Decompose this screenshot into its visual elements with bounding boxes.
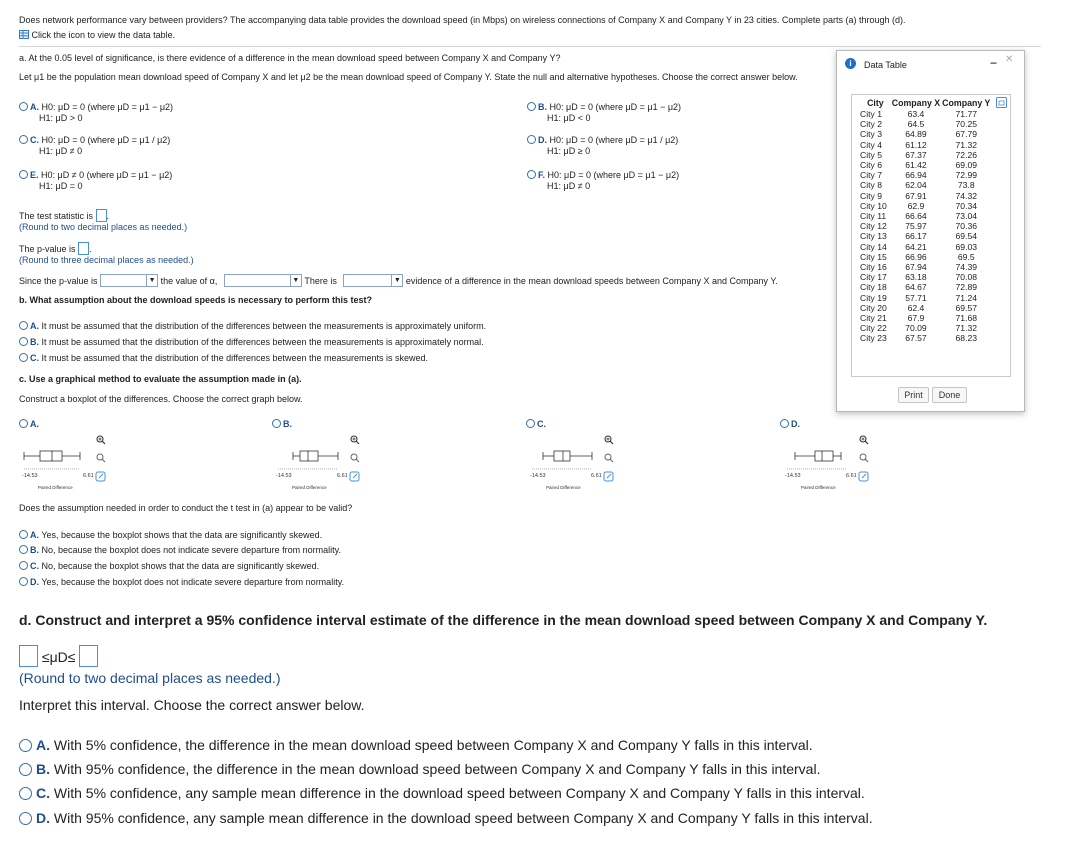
boxplot-d-max-label: 6.61 [846,473,857,479]
cell-company-x: 66.96 [905,251,927,262]
cell-company-y: 69.5 [957,251,975,262]
cell-city: City 5 [860,149,882,160]
cell-city: City 11 [860,211,887,222]
radio-b[interactable] [527,102,536,111]
boxplot-option-c[interactable]: C. [526,419,546,429]
cell-company-y: 71.24 [955,292,978,303]
table-row [860,140,991,150]
radio-d-b[interactable] [19,763,32,776]
cell-company-x: 67.57 [905,333,927,344]
validity-question: Does the assumption needed in order to conduct the t test in (a) appear to be valid? [19,503,353,513]
boxplot-b-axis-title: Paired Difference [292,485,327,490]
done-button[interactable]: Done [932,387,967,403]
cell-company-y: 71.68 [955,313,978,324]
data-table [860,97,991,344]
mu2-symbol: μ2 [300,72,311,82]
popout-icon[interactable] [96,472,105,481]
zoom-in-icon[interactable] [351,436,359,444]
boxplot-option-b[interactable]: B. [272,419,292,429]
cell-company-y: 72.89 [955,282,978,293]
table-row [860,333,991,343]
cell-company-y: 70.25 [955,119,978,130]
table-icon[interactable] [19,30,29,39]
question-text: Does network performance vary between providers? The accompanying data table provides the download speed (in Mbps) on wireless connections of Company X and Company Y in 23 cities. Complete parts (a) through (d). [19,15,906,25]
radio-v-a[interactable] [19,530,28,539]
cell-company-x: 57.71 [905,292,927,303]
cell-city: City 12 [860,221,887,232]
data-table-container [851,94,1011,377]
cell-city: City 3 [860,129,882,140]
part-c-header: c. Use a graphical method to evaluate the assumption made in (a). [19,374,302,384]
cell-company-y: 72.26 [955,149,978,160]
radio-b-b[interactable] [19,337,28,346]
cell-company-x: 63.18 [905,272,927,283]
cell-company-y: 69.09 [955,160,978,171]
mu-d-symbol: μD [49,649,68,665]
cell-company-y: 69.54 [955,231,978,242]
radio-e[interactable] [19,170,28,179]
table-row [860,282,991,292]
table-row [860,211,991,221]
table-row [860,231,991,241]
radio-v-b[interactable] [19,545,28,554]
interpret-option-a[interactable]: A. With 5% confidence, the difference in the mean download speed between Company X and Company Y falls in this interval. [19,737,813,753]
cell-company-y: 69.03 [955,241,978,252]
hypothesis-option-d[interactable]: D. H0: μD = 0 (where μD = μ1 / μ2) H1: μD ≥ 0 [527,135,678,157]
table-row [860,272,991,282]
cell-company-x: 67.37 [905,149,927,160]
cell-company-x: 64.89 [905,129,927,140]
cell-company-x: 64.67 [905,282,927,293]
boxplot-c-axis-title: Paired Difference [546,485,581,490]
radio-a[interactable] [19,102,28,111]
validity-option-c[interactable]: C. No, because the boxplot shows that the data are significantly skewed. [19,561,319,571]
cell-city: City 20 [860,302,887,313]
cell-company-y: 74.39 [955,262,978,273]
ci-lower-input[interactable] [19,645,38,667]
boxplot-b [276,432,411,507]
table-row [860,150,991,160]
part-a-header: a. At the 0.05 level of significance, is there evidence of a difference in the mean download speed between Company X and Company Y? [19,53,561,63]
table-row [860,180,991,190]
conclusion-row: Since the p-value is ▼ the value of α, ▼ There is ▼ evidence of a difference in the mean download speeds between Company X and Company Y. [19,276,778,286]
table-row [860,119,991,129]
data-table-dialog [836,50,1025,412]
cell-company-x: 75.97 [905,221,927,232]
radio-v-d[interactable] [19,577,28,586]
boxplot-a-axis-title: Paired Difference [38,485,73,490]
mu1-symbol: μ1 [34,72,45,82]
cell-city: City 9 [860,190,882,201]
radio-d-a[interactable] [19,739,32,752]
zoom-out-icon[interactable] [605,454,613,462]
cell-city: City 19 [860,292,887,303]
cell-company-x: 61.12 [905,139,927,150]
cell-city: City 16 [860,262,887,273]
radio-c-c[interactable] [526,419,535,428]
interpret-prompt: Interpret this interval. Choose the correct answer below. [19,697,365,713]
radio-c[interactable] [19,135,28,144]
cell-company-x: 66.64 [905,211,927,222]
ci-upper-input[interactable] [79,645,98,667]
cell-city: City 14 [860,241,887,252]
test-statistic-input[interactable] [96,209,107,222]
cell-company-y: 73.04 [955,211,978,222]
radio-b-c[interactable] [19,353,28,362]
popout-icon[interactable] [604,472,613,481]
radio-c-d[interactable] [780,419,789,428]
cell-company-y: 71.77 [955,109,978,119]
table-row [860,191,991,201]
boxplot-option-a[interactable]: A. [19,419,39,429]
cell-city: City 2 [860,119,882,130]
info-icon: i [845,58,856,69]
radio-b-a[interactable] [19,321,28,330]
zoom-in-icon[interactable] [860,436,868,444]
validity-option-d[interactable]: D. Yes, because the boxplot does not indicate severe departure from normality. [19,577,344,587]
interpret-option-b[interactable]: B. With 95% confidence, the difference in the mean download speed between Company X and Company Y falls in this interval. [19,761,820,777]
table-row [860,262,991,272]
validity-option-b[interactable]: B. No, because the boxplot does not indicate severe departure from normality. [19,545,341,555]
interpret-option-c[interactable]: C. With 5% confidence, any sample mean difference in the download speed between Company X and Company Y falls in this interval. [19,785,865,801]
hypothesis-option-c[interactable]: C. H0: μD = 0 (where μD = μ1 / μ2) H1: μD ≠ 0 [19,135,170,157]
cell-city: City 7 [860,170,882,181]
cell-company-y: 73.8 [957,180,975,191]
cell-company-x: 64.21 [905,241,927,252]
table-row [860,160,991,170]
boxplot-a-max-label: 6.61 [83,473,94,479]
boxplot-a-min-label: -14.53 [22,473,38,479]
radio-v-c[interactable] [19,561,28,570]
cell-city: City 4 [860,139,882,150]
zoom-out-icon[interactable] [351,454,359,462]
zoom-in-icon[interactable] [97,436,105,444]
cell-company-x: 67.91 [905,190,927,201]
cell-city: City 8 [860,180,882,191]
table-row [860,313,991,323]
boxplot-c-min-label: -14.53 [530,473,546,479]
radio-d[interactable] [527,135,536,144]
cell-company-y: 69.57 [955,302,978,313]
cell-company-y: 74.32 [955,190,978,201]
cell-company-x: 67.94 [905,262,927,273]
cell-company-y: 68.23 [955,333,978,344]
table-row [860,170,991,180]
cell-company-x: 62.4 [907,302,925,313]
table-row [860,323,991,333]
cell-company-x: 64.5 [907,119,925,130]
validity-option-a[interactable]: A. Yes, because the boxplot shows that the data are significantly skewed. [19,530,322,540]
cell-company-y: 67.79 [955,129,978,140]
header-company-x: Company X [891,98,941,108]
print-button[interactable]: Print [898,387,929,403]
cell-company-x: 63.4 [907,109,925,119]
table-row [860,252,991,262]
cell-company-y: 72.99 [955,170,978,181]
popout-icon[interactable] [350,472,359,481]
test-statistic-row: The test statistic is . [19,211,110,221]
table-row [860,221,991,231]
cell-city: City 18 [860,282,887,293]
cell-city: City 23 [860,333,887,344]
dialog-title: Data Table [864,60,907,70]
cell-company-x: 67.9 [907,313,925,324]
cell-city: City 21 [860,313,887,324]
boxplot-d [785,432,920,507]
boxplot-d-axis-title: Paired Difference [801,485,836,490]
cell-company-x: 66.94 [905,170,927,181]
reject-dropdown[interactable]: ▼ [224,274,302,287]
table-row [860,109,991,119]
cell-company-x: 62.9 [907,200,925,211]
boxplot-c-max-label: 6.61 [591,473,602,479]
cell-city: City 13 [860,231,887,242]
radio-c-a[interactable] [19,419,28,428]
radio-c-b[interactable] [272,419,281,428]
radio-f[interactable] [527,170,536,179]
assumption-option-a[interactable]: A. It must be assumed that the distribution of the differences between the measurements is approximately uniform. [19,321,486,331]
radio-d-d[interactable] [19,812,32,825]
pvalue-comparison-dropdown[interactable]: ▼ [100,274,158,287]
header-city: City [867,98,884,108]
cell-city: City 6 [860,160,882,171]
cell-company-y: 70.36 [955,221,978,232]
boxplot-b-min-label: -14.53 [276,473,292,479]
ci-round-note: (Round to two decimal places as needed.) [19,670,281,686]
part-a-instructions: Let μ1 be the population mean download speed of Company X and let μ2 be the mean download speed of Company Y. State the null and alternative hypotheses. Choose the correct answer below. [19,72,798,82]
boxplot-prompt: Construct a boxplot of the differences. Choose the correct graph below. [19,394,303,404]
boxplot-b-max-label: 6.61 [337,473,348,479]
table-header-row [860,97,991,109]
assumption-option-c[interactable]: C. It must be assumed that the distribution of the differences between the measurements is skewed. [19,353,428,363]
cell-company-x: 61.42 [905,160,927,171]
cell-city: City 10 [860,200,887,211]
table-row [860,242,991,252]
cell-company-y: 71.32 [955,139,978,150]
part-b-header: b. What assumption about the download speeds is necessary to perform this test? [19,295,373,305]
table-row [860,129,991,139]
cell-company-y: 70.08 [955,272,978,283]
cell-company-x: 70.09 [905,323,927,334]
boxplot-option-d[interactable]: D. [780,419,800,429]
boxplot-d-min-label: -14.53 [785,473,801,479]
test-statistic-round-note: (Round to two decimal places as needed.) [19,222,188,232]
confidence-interval-row: ≤μD≤ [19,645,98,667]
hypothesis-option-a[interactable]: A. H0: μD = 0 (where μD = μ1 − μ2) H1: μD > 0 [19,102,173,124]
table-row [860,201,991,211]
data-table-link-label[interactable]: Click the icon to view the data table. [31,30,176,40]
table-row [860,293,991,303]
header-company-y: Company Y [942,98,991,108]
cell-city: City 1 [860,109,882,119]
pvalue-row: The p-value is . [19,244,92,254]
hypothesis-option-b[interactable]: B. H0: μD = 0 (where μD = μ1 − μ2) H1: μD < 0 [527,102,681,124]
pvalue-round-note: (Round to three decimal places as needed.) [19,255,194,265]
cell-company-x: 62.04 [905,180,927,191]
assumption-option-b[interactable]: B. It must be assumed that the distribution of the differences between the measurements is approximately normal. [19,337,484,347]
evidence-dropdown[interactable]: ▼ [343,274,403,287]
cell-company-x: 66.17 [905,231,927,242]
cell-company-y: 70.34 [955,200,978,211]
part-d-header: d. Construct and interpret a 95% confidence interval estimate of the difference in the mean download speed between Company X and Company Y. [19,612,988,628]
interpret-option-d[interactable]: D. With 95% confidence, any sample mean difference in the download speed between Company X and Company Y falls in this interval. [19,810,873,826]
boxplot-c [530,432,665,507]
cell-city: City 15 [860,251,887,262]
data-table-link[interactable] [19,30,175,40]
cell-city: City 17 [860,272,887,283]
zoom-out-icon[interactable] [860,454,868,462]
popout-icon[interactable] [859,472,868,481]
minimize-button[interactable]: − [990,56,998,70]
table-row [860,303,991,313]
pvalue-input[interactable] [78,242,89,255]
cell-company-y: 71.32 [955,323,978,334]
zoom-out-icon[interactable] [97,454,105,462]
hypothesis-option-e[interactable]: E. H0: μD ≠ 0 (where μD = μ1 − μ2) H1: μD = 0 [19,170,172,192]
zoom-in-icon[interactable] [605,436,613,444]
copy-icon[interactable] [996,97,1007,108]
hypothesis-option-f[interactable]: F. H0: μD = 0 (where μD = μ1 − μ2) H1: μD ≠ 0 [527,170,679,192]
radio-d-c[interactable] [19,787,32,800]
close-button[interactable]: ✕ [1005,54,1014,65]
cell-city: City 22 [860,323,887,334]
divider [19,46,1041,47]
boxplot-a [22,432,157,507]
